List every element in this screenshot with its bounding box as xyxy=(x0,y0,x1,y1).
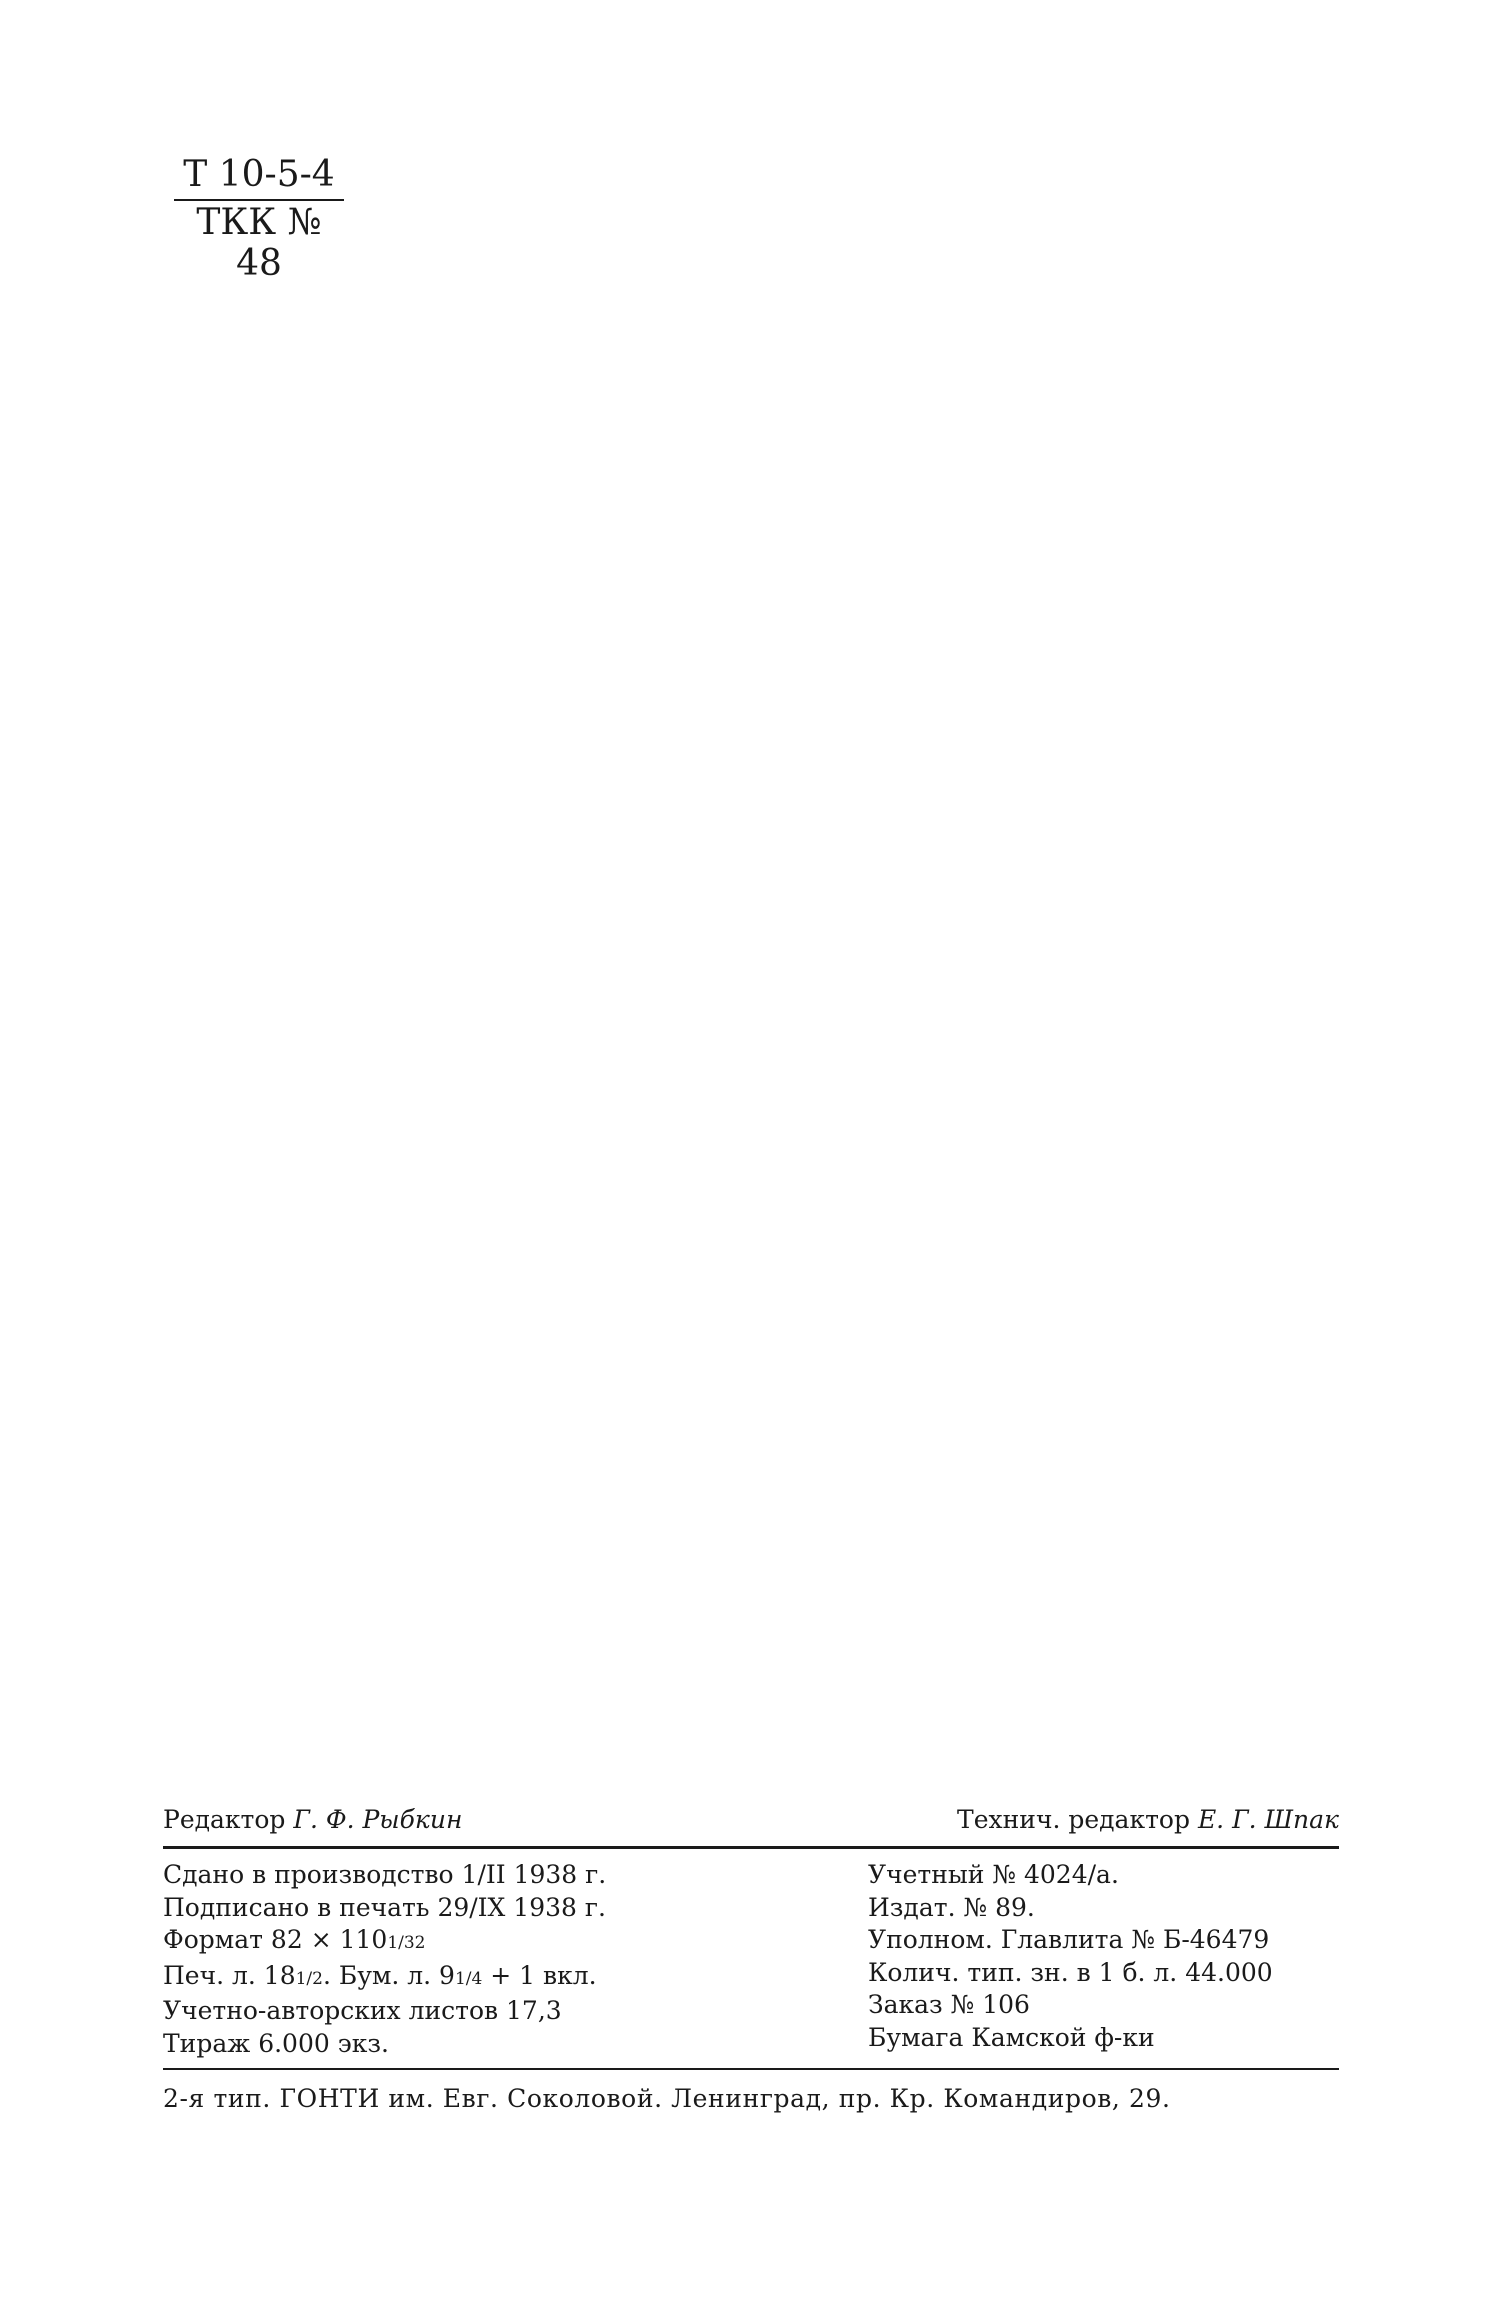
sheets-line xyxy=(163,1960,868,1996)
order-number: Заказ № 106 xyxy=(868,1990,1030,2019)
index-code: T 10-5-4 xyxy=(174,155,344,201)
account-number: Учетный № 4024/а. xyxy=(868,1860,1119,1889)
editor xyxy=(163,1805,462,1834)
paper-sheets: . Бум. л. 9 xyxy=(322,1960,455,1990)
glavlit-number: Уполном. Главлита № Б-46479 xyxy=(868,1925,1270,1954)
inserts: + 1 вкл. xyxy=(482,1960,597,1990)
paper-source: Бумага Камской ф-ки xyxy=(868,2022,1155,2052)
print-sheets: Печ. л. 18 xyxy=(163,1960,296,1990)
tech-editor-name: Е. Г. Шпак xyxy=(1197,1805,1339,1834)
print-signed-date: Подписано в печать 29/IX 1938 г. xyxy=(163,1892,606,1922)
publisher-number: Издат. № 89. xyxy=(868,1892,1035,1922)
tech-editor xyxy=(957,1805,1339,1834)
format-line xyxy=(163,1924,868,1960)
publication-details xyxy=(163,1849,1339,2070)
details-left-column xyxy=(163,1859,868,2060)
print-run: Тираж 6.000 экз. xyxy=(163,2028,389,2058)
editors-row xyxy=(163,1805,1339,1849)
author-sheets: Учетно-авторских листов 17,3 xyxy=(163,1996,562,2025)
catalog-index xyxy=(174,155,344,284)
imprint-block xyxy=(163,1805,1339,2113)
production-date: Сдано в производство 1/II 1938 г. xyxy=(163,1860,607,1889)
editor-label: Редактор xyxy=(163,1805,286,1834)
tech-editor-label: Технич. редактор xyxy=(957,1805,1190,1834)
chars-per-sheet: Колич. тип. зн. в 1 б. л. 44.000 xyxy=(868,1957,1273,1987)
editor-name: Г. Ф. Рыбкин xyxy=(293,1805,463,1834)
format-fraction: 1/32 xyxy=(387,1933,426,1953)
format-text: Формат 82 × 110 xyxy=(163,1925,388,1954)
details-right-column xyxy=(868,1859,1339,2060)
printer-line: 2-я тип. ГОНТИ им. Евг. Соколовой. Ленинград, пр. Кр. Командиров, 29. xyxy=(163,2084,1171,2113)
print-sheets-fraction: 1/2 xyxy=(295,1968,323,1989)
paper-sheets-fraction: 1/4 xyxy=(454,1968,483,1989)
tkk-number: ТКК № 48 xyxy=(196,202,322,284)
